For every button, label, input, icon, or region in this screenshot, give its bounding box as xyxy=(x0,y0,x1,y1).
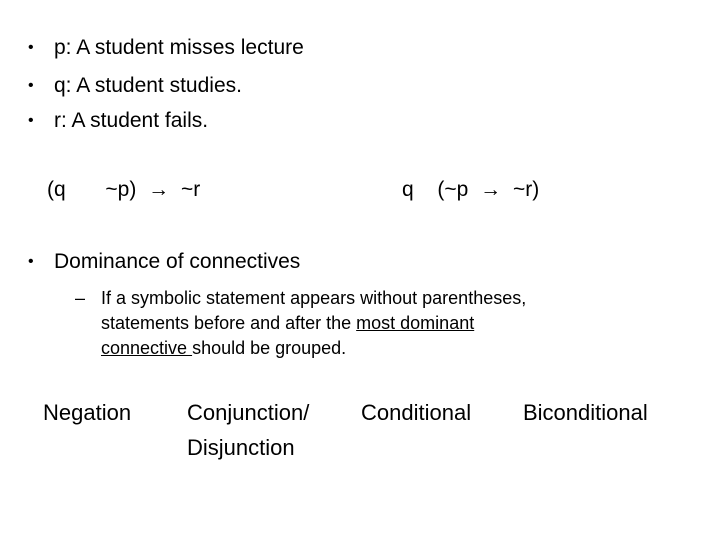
dominance-sub-text-2a: statements before and after the xyxy=(101,313,357,333)
bullet-item-q xyxy=(28,73,242,99)
bullet-item-r xyxy=(28,108,208,134)
bullet-marker: • xyxy=(28,253,34,270)
dominance-sub-line-2 xyxy=(101,312,474,334)
bullet-text-p: p: A student misses lecture xyxy=(54,36,304,59)
bullet-text-r: r: A student fails. xyxy=(54,109,209,132)
arrow-icon: → xyxy=(148,178,170,201)
connective-conditional: Conditional xyxy=(361,400,472,425)
connective-conjunction-line2: Disjunction xyxy=(187,435,295,460)
bullet-marker: • xyxy=(28,77,34,94)
expression-right-antecedent: (~p xyxy=(437,178,469,201)
dominance-sub-text-3b: should be grouped. xyxy=(192,338,347,358)
connective-negation: Negation xyxy=(43,400,132,425)
bullet-marker: • xyxy=(28,112,34,129)
expression-left xyxy=(47,177,200,203)
expression-left-antecedent: ~p) xyxy=(105,178,137,201)
expression-right-prefix: q xyxy=(402,178,414,201)
dominance-sub-line-1 xyxy=(75,287,526,309)
bullet-text-q: q: A student studies. xyxy=(54,74,242,97)
connective-conjunction-line1: Conjunction/ xyxy=(187,400,310,425)
bullet-marker: • xyxy=(28,39,34,56)
dominance-sub-text-1: If a symbolic statement appears without parentheses, xyxy=(101,288,527,308)
dominance-most-dominant: most dominant xyxy=(356,313,475,333)
dominance-heading: Dominance of connectives xyxy=(54,250,301,273)
expression-right-consequent: ~r) xyxy=(513,178,540,201)
sub-bullet-dash: – xyxy=(75,288,86,308)
connective-conjunction xyxy=(187,395,309,465)
connective-biconditional: Biconditional xyxy=(523,400,648,425)
dominance-sub-line-3 xyxy=(101,337,346,359)
expression-right xyxy=(402,177,539,203)
dominance-heading-item xyxy=(28,249,300,275)
expression-left-consequent: ~r xyxy=(181,178,201,201)
arrow-icon: → xyxy=(480,178,502,201)
bullet-item-p xyxy=(28,35,304,61)
expression-left-open: (q xyxy=(47,178,66,201)
dominance-connective: connective xyxy=(101,338,193,358)
